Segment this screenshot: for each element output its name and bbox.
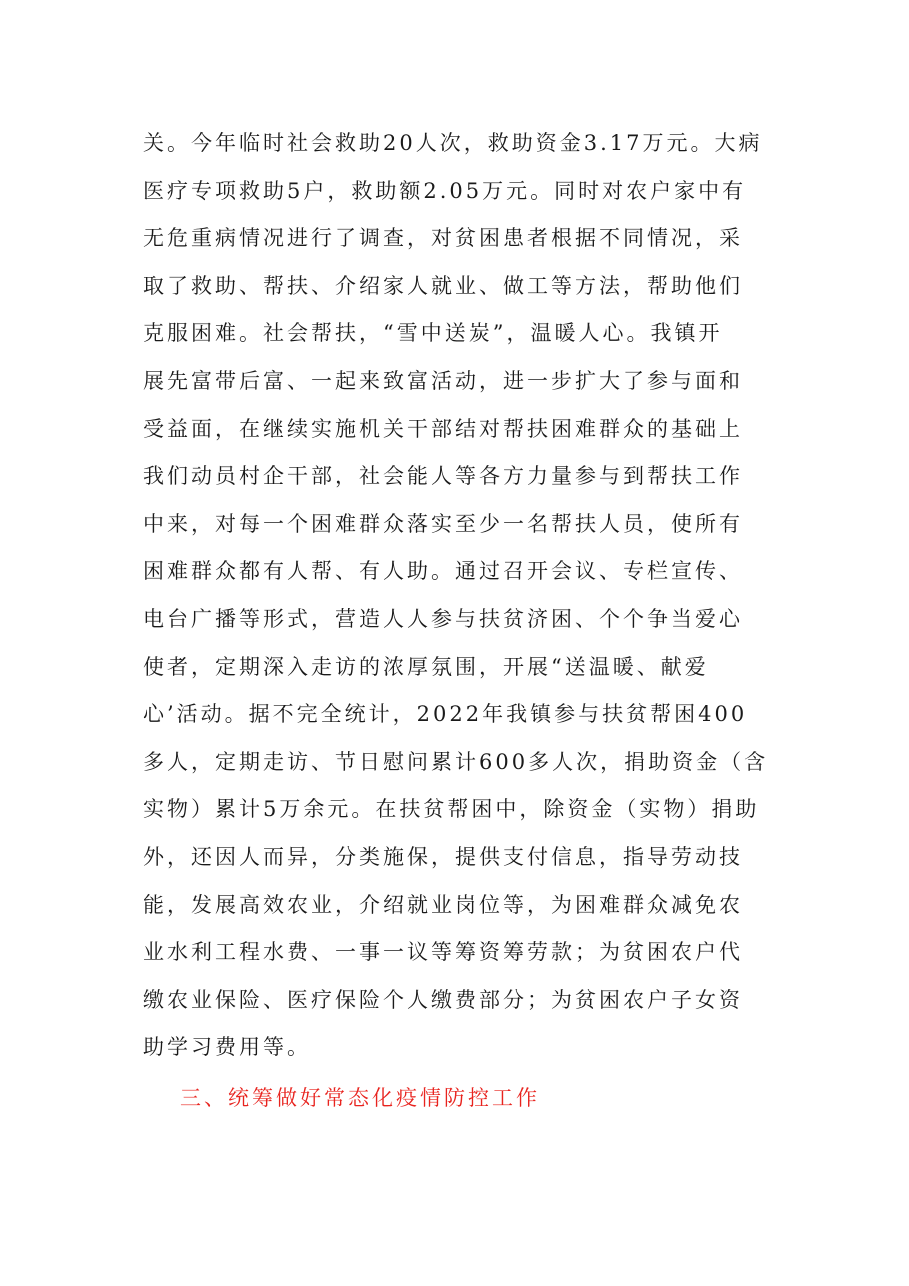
paragraph-line-11: 电台广播等形式，营造人人参与扶贫济困、个个争当爱心 (143, 606, 743, 631)
paragraph-line-10: 困难群众都有人帮、有人助。通过召开会议、专栏宣传、 (143, 559, 743, 584)
paragraph-line-18: 业水利工程水费、一事一议等筹资筹劳款；为贫困农户代 (143, 940, 743, 965)
paragraph-line-2: 医疗专项救助5户，救助额2.05万元。同时对农户家中有 (143, 178, 747, 203)
paragraph-line-16: 外，还因人而异，分类施保，提供支付信息，指导劳动技 (143, 844, 743, 869)
paragraph-line-15: 实物）累计5万余元。在扶贫帮困中，除资金（实物）捐助 (143, 797, 760, 822)
paragraph-line-20: 助学习费用等。 (143, 1035, 311, 1060)
paragraph-line-17: 能，发展高效农业，介绍就业岗位等，为困难群众减免农 (143, 892, 743, 917)
paragraph-line-9: 中来，对每一个困难群众落实至少一名帮扶人员，使所有 (143, 511, 743, 536)
paragraph-line-5: 克服困难。社会帮扶，“雪中送炭”，温暖人心。我镇开 (143, 321, 723, 346)
paragraph-line-12: 使者，定期深入走访的浓厚氛围，开展“送温暖、献爱 (143, 654, 709, 679)
body-paragraph (143, 120, 783, 1072)
paragraph-line-8: 我们动员村企干部，社会能人等各方力量参与到帮扶工作 (143, 464, 743, 489)
paragraph-line-13: 心’活动。据不完全统计，2022年我镇参与扶贫帮困400 (143, 702, 748, 727)
paragraph-line-6: 展先富带后富、一起来致富活动，进一步扩大了参与面和 (143, 368, 743, 393)
section-heading: 三、统筹做好常态化疫情防控工作 (180, 1086, 540, 1110)
paragraph-line-14: 多人，定期走访、节日慰问累计600多人次，捐助资金（含 (143, 749, 769, 774)
paragraph-line-19: 缴农业保险、医疗保险个人缴费部分；为贫困农户子女资 (143, 987, 743, 1012)
paragraph-line-3: 无危重病情况进行了调查，对贫困患者根据不同情况，采 (143, 226, 743, 251)
paragraph-line-7: 受益面，在继续实施机关干部结对帮扶困难群众的基础上 (143, 416, 743, 441)
paragraph-line-4: 取了救助、帮扶、介绍家人就业、做工等方法，帮助他们 (143, 273, 743, 298)
paragraph-line-1: 关。今年临时社会救助20人次，救助资金3.17万元。大病 (143, 131, 763, 155)
